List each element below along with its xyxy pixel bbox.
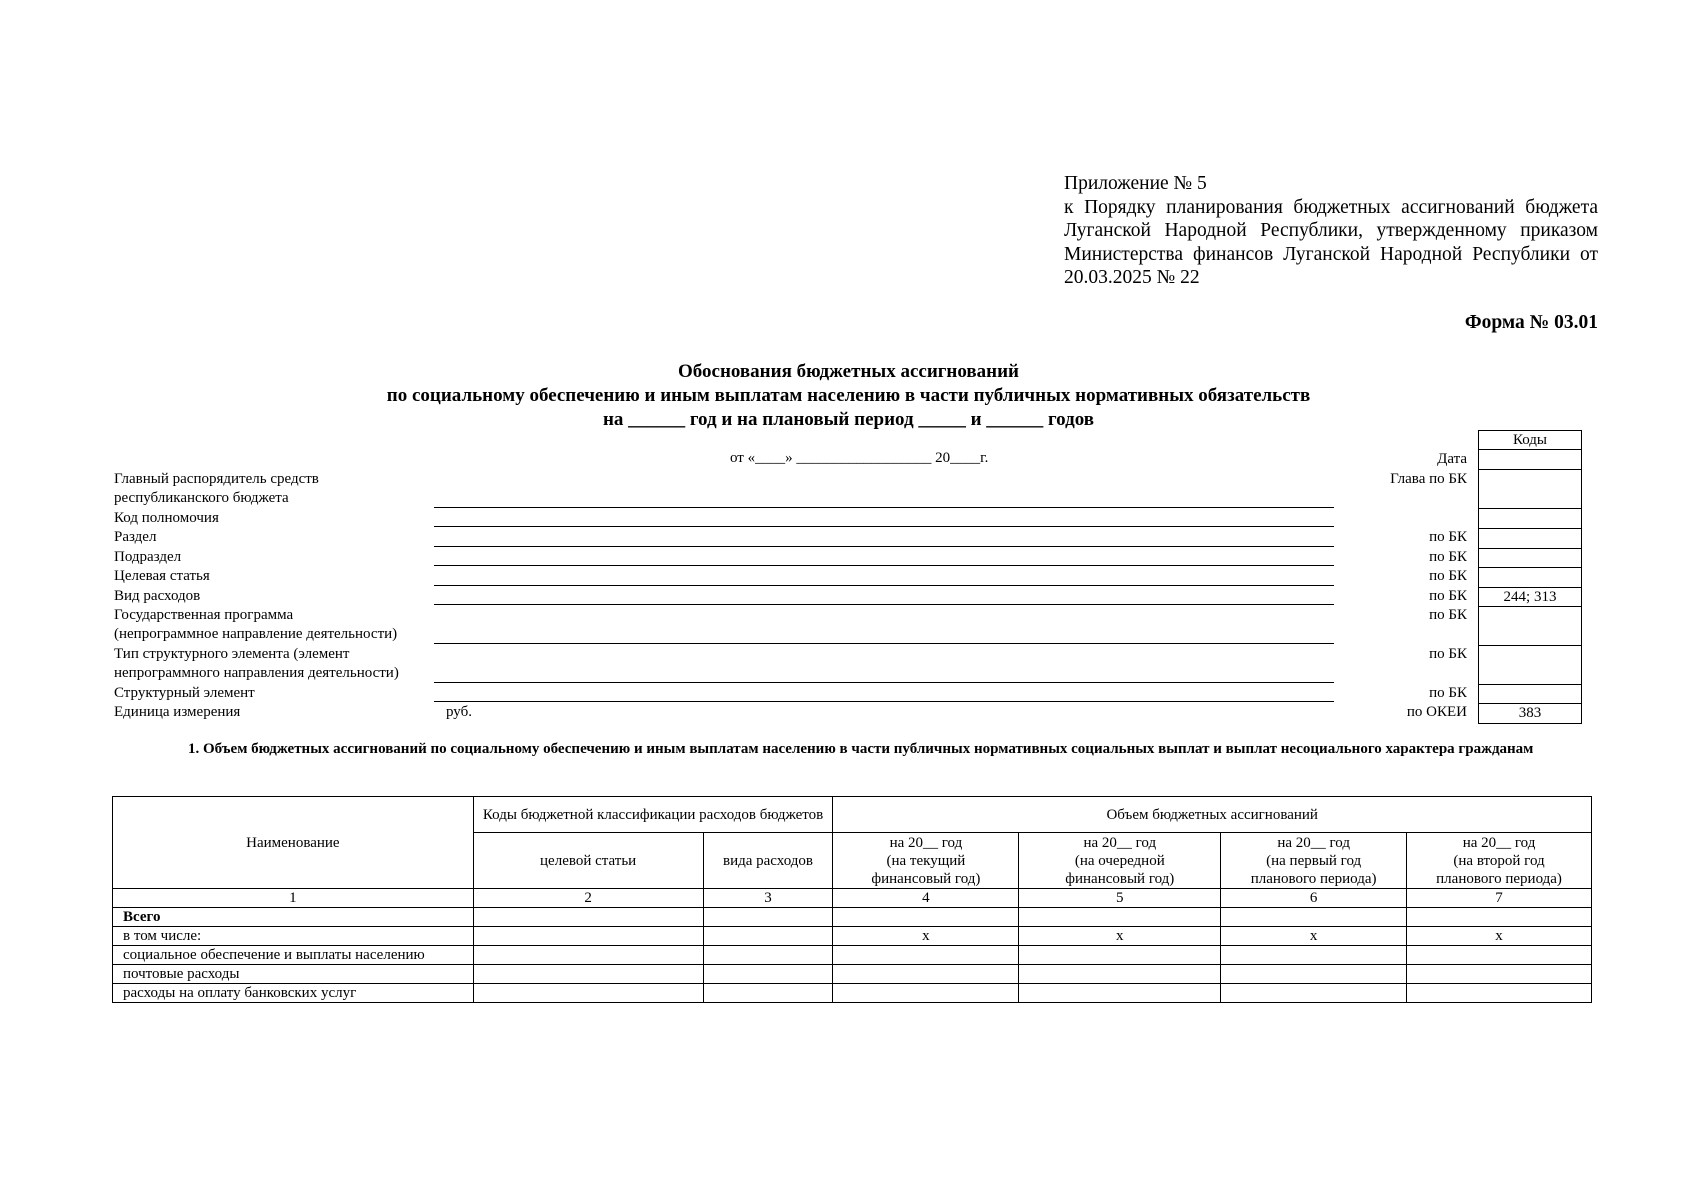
table-cell[interactable] <box>703 927 833 946</box>
label-main-manager <box>114 470 319 508</box>
table-cell[interactable]: х <box>1019 927 1221 946</box>
field-line-structural-element[interactable] <box>434 701 1334 702</box>
col-header-expense: вида расходов <box>703 833 833 889</box>
col-header-year-1 <box>833 833 1019 889</box>
table-cell[interactable] <box>833 984 1019 1003</box>
codes-header: Коды <box>1478 430 1582 450</box>
code-box-authority[interactable] <box>1478 508 1582 529</box>
table-body <box>113 908 1592 1003</box>
col-header-target: целевой статьи <box>473 833 703 889</box>
table-cell[interactable] <box>703 965 833 984</box>
table-cell[interactable] <box>1407 965 1592 984</box>
label-section: Раздел <box>114 529 157 545</box>
table-cell[interactable] <box>1407 946 1592 965</box>
col-number: 2 <box>473 889 703 908</box>
appropriations-table <box>112 796 1592 1003</box>
year-1-line2: (на текущий <box>886 852 966 869</box>
year-4-line2: (на второй год <box>1453 852 1545 869</box>
unit-value: руб. <box>446 704 472 720</box>
table-cell[interactable] <box>1019 908 1221 927</box>
label-po-bk-target: по БК <box>1429 568 1467 584</box>
table-row <box>113 946 1592 965</box>
label-subsection: Подраздел <box>114 549 182 565</box>
field-line-section[interactable] <box>434 546 1334 547</box>
table-cell[interactable] <box>833 908 1019 927</box>
row-name: почтовые расходы <box>113 965 474 984</box>
column-number-row <box>113 889 1592 908</box>
code-box-structural-type[interactable] <box>1478 645 1582 685</box>
table-cell[interactable] <box>1407 984 1592 1003</box>
label-main-manager-line2: республиканского бюджета <box>114 490 289 506</box>
label-state-program <box>114 606 397 644</box>
code-box-expense[interactable]: 244; 313 <box>1478 587 1582 607</box>
col-number: 3 <box>703 889 833 908</box>
label-structural-element: Структурный элемент <box>114 685 255 701</box>
col-header-year-3 <box>1221 833 1407 889</box>
code-box-subsection[interactable] <box>1478 548 1582 568</box>
row-name: Всего <box>113 908 474 927</box>
table-cell[interactable]: х <box>1221 927 1407 946</box>
field-line-authority-code[interactable] <box>434 526 1334 527</box>
appendix-header <box>1064 172 1598 290</box>
field-line-target-article[interactable] <box>434 585 1334 586</box>
label-structural-type <box>114 645 399 683</box>
label-target-article: Целевая статья <box>114 568 210 584</box>
year-2-line2: (на очередной <box>1074 852 1165 869</box>
label-expense-type: Вид расходов <box>114 588 201 604</box>
table-row <box>113 984 1592 1003</box>
label-structural-type-line1: Тип структурного элемента (элемент <box>114 646 350 662</box>
table-cell[interactable] <box>833 965 1019 984</box>
row-name: расходы на оплату банковских услуг <box>113 984 474 1003</box>
table-cell[interactable] <box>473 946 703 965</box>
code-box-okei[interactable]: 383 <box>1478 703 1582 724</box>
table-cell[interactable] <box>703 984 833 1003</box>
col-number: 6 <box>1221 889 1407 908</box>
col-number: 7 <box>1407 889 1592 908</box>
label-authority-code: Код полномочия <box>114 510 219 526</box>
table-cell[interactable] <box>1221 984 1407 1003</box>
date-line: от «____» __________________ 20____г. <box>730 450 989 466</box>
label-unit: Единица измерения <box>114 704 241 720</box>
table-cell[interactable] <box>473 984 703 1003</box>
year-4-line3: планового периода) <box>1436 870 1562 887</box>
field-line-subsection[interactable] <box>434 565 1334 566</box>
table-cell[interactable] <box>473 965 703 984</box>
label-po-bk-subsection: по БК <box>1429 549 1467 565</box>
year-1-line3: финансовый год) <box>871 870 981 887</box>
field-line-state-program[interactable] <box>434 643 1334 644</box>
field-line-main-manager[interactable] <box>434 507 1334 508</box>
code-box-date[interactable] <box>1478 449 1582 470</box>
table-cell[interactable] <box>833 946 1019 965</box>
label-glava-bk: Глава по БК <box>1390 471 1467 487</box>
table-row <box>113 965 1592 984</box>
label-main-manager-line1: Главный распорядитель средств <box>114 471 319 487</box>
year-2-line1: на 20__ год <box>1083 834 1157 851</box>
document-subtitle: по социальному обеспечению и иным выплатам населению в части публичных нормативных обязательств <box>386 385 1311 406</box>
code-box-program[interactable] <box>1478 606 1582 646</box>
code-box-structural-element[interactable] <box>1478 684 1582 704</box>
table-row <box>113 908 1592 927</box>
label-po-bk-structural-element: по БК <box>1429 685 1467 701</box>
field-line-expense-type[interactable] <box>434 604 1334 605</box>
year-4-line1: на 20__ год <box>1462 834 1536 851</box>
year-3-line3: планового периода) <box>1250 870 1377 887</box>
year-2-line3: финансовый год) <box>1065 870 1175 887</box>
document-period: на ______ год и на плановый период _____ и ______ годов <box>602 409 1095 430</box>
col-number: 5 <box>1019 889 1221 908</box>
label-po-bk-expense: по БК <box>1429 588 1467 604</box>
col-header-year-4 <box>1407 833 1592 889</box>
table-cell[interactable] <box>1221 946 1407 965</box>
table-cell[interactable] <box>703 908 833 927</box>
table-cell[interactable] <box>1019 984 1221 1003</box>
table-cell[interactable] <box>1221 965 1407 984</box>
year-1-line1: на 20__ год <box>889 834 963 851</box>
label-po-bk-structural-type: по БК <box>1429 646 1467 662</box>
row-name: в том числе: <box>113 927 474 946</box>
row-name: социальное обеспечение и выплаты населению <box>113 946 474 965</box>
form-number: Форма № 03.01 <box>1464 312 1598 333</box>
col-header-year-2 <box>1019 833 1221 889</box>
table-cell[interactable]: х <box>1407 927 1592 946</box>
table-cell[interactable] <box>473 927 703 946</box>
section1-heading: 1. Объем бюджетных ассигнований по социальному обеспечению и иным выплатам населению в части публичных нормативных социальных выплат и выплат несоциального характера гражданам <box>188 741 1534 757</box>
year-3-line2: (на первый год <box>1266 852 1362 869</box>
table-cell[interactable]: х <box>833 927 1019 946</box>
col-header-codes: Коды бюджетной классификации расходов бюджетов <box>473 797 833 833</box>
label-po-okei: по ОКЕИ <box>1406 704 1467 720</box>
code-box-section[interactable] <box>1478 528 1582 549</box>
label-state-program-line1: Государственная программа <box>114 607 294 623</box>
table-cell[interactable] <box>1019 965 1221 984</box>
label-po-bk-program: по БК <box>1429 607 1467 623</box>
table-cell[interactable] <box>1221 908 1407 927</box>
document-title: Обоснования бюджетных ассигнований <box>677 361 1019 382</box>
code-box-target[interactable] <box>1478 567 1582 588</box>
col-header-volume: Объем бюджетных ассигнований <box>833 797 1592 833</box>
field-line-structural-type[interactable] <box>434 682 1334 683</box>
col-number: 1 <box>113 889 474 908</box>
label-state-program-line2: (непрограммное направление деятельности) <box>114 626 398 642</box>
appendix-reference: к Порядку планирования бюджетных ассигнований бюджета Луганской Народной Республики, утвержденному приказом Министерства финансов Луганской Народной Республики от 20.03.2025 № 22 <box>1064 196 1598 288</box>
appendix-number: Приложение № 5 <box>1064 173 1207 194</box>
code-box-glava[interactable] <box>1478 469 1582 509</box>
table-cell[interactable] <box>473 908 703 927</box>
table-cell[interactable] <box>1019 946 1221 965</box>
table-cell[interactable] <box>1407 908 1592 927</box>
table-cell[interactable] <box>703 946 833 965</box>
label-date: Дата <box>1437 451 1467 467</box>
table-row <box>113 927 1592 946</box>
year-3-line1: на 20__ год <box>1277 834 1350 851</box>
col-number: 4 <box>833 889 1019 908</box>
label-po-bk-section: по БК <box>1429 529 1467 545</box>
col-header-name: Наименование <box>113 797 474 889</box>
label-structural-type-line2: непрограммного направления деятельности) <box>114 665 399 681</box>
